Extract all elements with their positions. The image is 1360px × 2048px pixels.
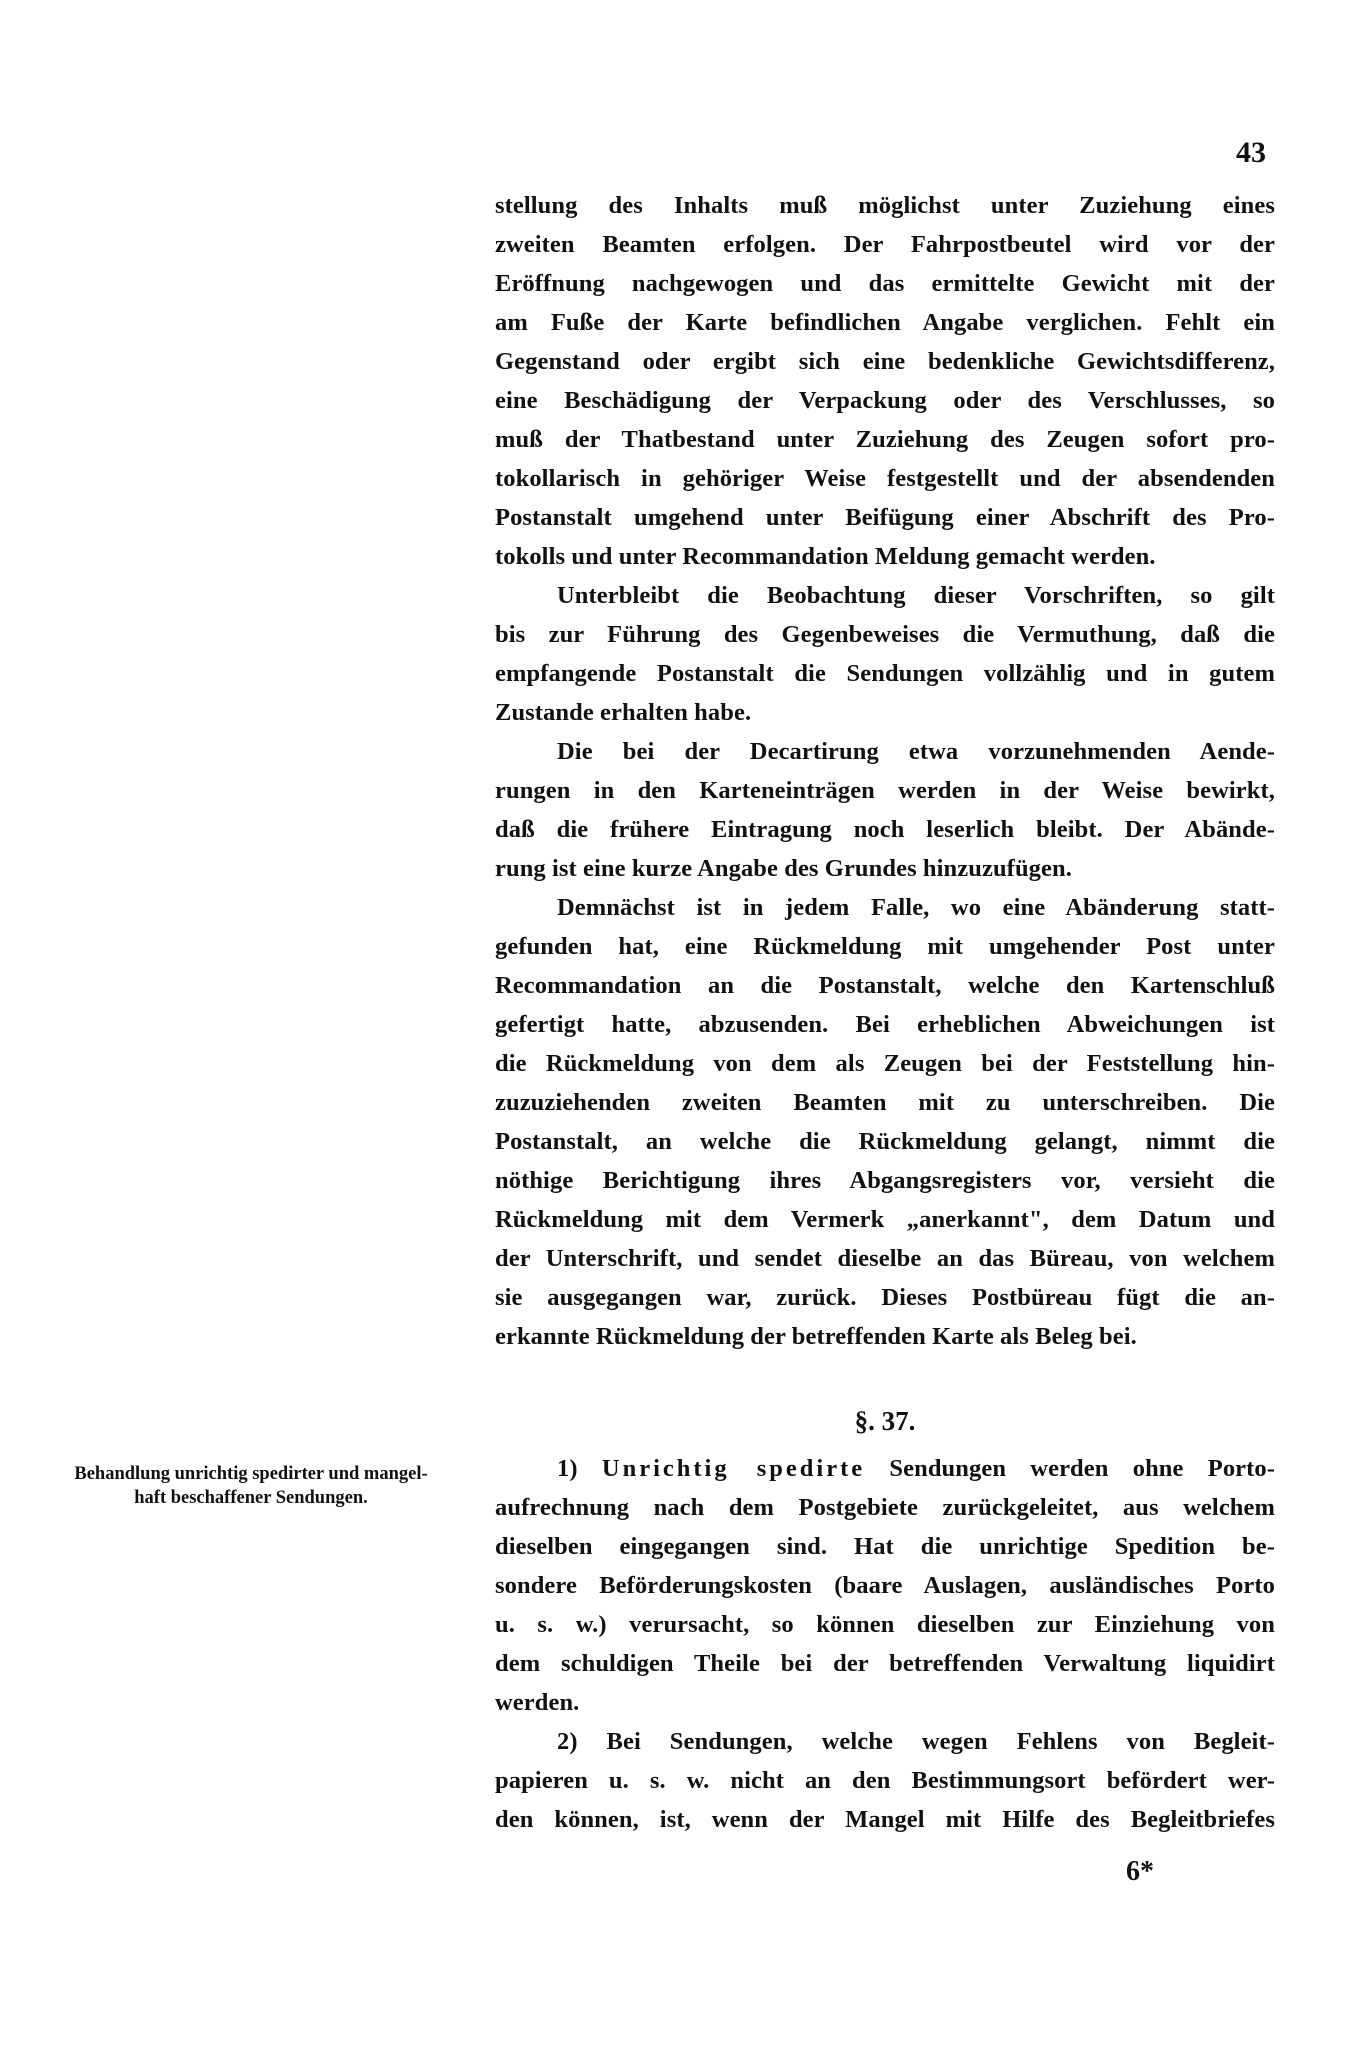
text-line: tokolls und unter Recommandation Meldung gemacht werden. — [495, 543, 1156, 570]
margin-note — [62, 1462, 440, 1510]
margin-note-line: haft beschaffener Sendungen. — [134, 1488, 368, 1508]
text-line: erkannte Rückmeldung der betreffenden Karte als Beleg bei. — [495, 1323, 1137, 1350]
text-line: tokollarisch in gehöriger Weise festgestellt und der absendenden — [495, 465, 1275, 492]
section-item-1 — [495, 1449, 1275, 1722]
paragraph-4 — [495, 888, 1275, 1356]
text-line: gefunden hat, eine Rückmeldung mit umgehender Post unter — [495, 933, 1275, 960]
text-line: daß die frühere Eintragung noch leserlich bleibt. Der Abände- — [495, 816, 1275, 843]
text-line: dem schuldigen Theile bei der betreffenden Verwaltung liquidirt — [495, 1650, 1275, 1677]
text-line: Zustande erhalten habe. — [495, 699, 752, 726]
text-line: rung ist eine kurze Angabe des Grundes hinzuzufügen. — [495, 855, 1072, 882]
emphasis-text: Unrichtig spedirte — [601, 1455, 866, 1482]
paragraph-3 — [495, 732, 1275, 888]
text-line: Postanstalt umgehend unter Beifügung einer Abschrift des Pro- — [495, 504, 1275, 531]
text-line: werden. — [495, 1689, 580, 1716]
line-rest: Sendungen werden ohne Porto- — [889, 1455, 1275, 1482]
text-line — [495, 1722, 1275, 1761]
text-line: den können, ist, wenn der Mangel mit Hilfe des Begleitbriefes — [495, 1806, 1275, 1833]
signature-mark: 6* — [1126, 1856, 1154, 1887]
text-line: Die bei der Decartirung etwa vorzunehmenden Aende- — [557, 738, 1275, 765]
section-body — [495, 1449, 1275, 1839]
item-number: 1) — [557, 1455, 578, 1482]
paragraph-2 — [495, 576, 1275, 732]
text-line: Unterbleibt die Beobachtung dieser Vorschriften, so gilt — [557, 582, 1275, 609]
text-line: papieren u. s. w. nicht an den Bestimmungsort befördert wer- — [495, 1767, 1275, 1794]
text-line: gefertigt hatte, abzusenden. Bei erheblichen Abweichungen ist — [495, 1011, 1275, 1038]
text-line: bis zur Führung des Gegenbeweises die Vermuthung, daß die — [495, 621, 1275, 648]
text-line — [495, 1449, 1275, 1488]
text-line: Eröffnung nachgewogen und das ermittelte Gewicht mit der — [495, 270, 1275, 297]
text-line: u. s. w.) verursacht, so können dieselben zur Einziehung von — [495, 1611, 1275, 1638]
text-line: muß der Thatbestand unter Zuziehung des Zeugen sofort pro- — [495, 426, 1275, 453]
body-text — [495, 186, 1275, 1356]
section-item-2 — [495, 1722, 1275, 1839]
text-line: Gegenstand oder ergibt sich eine bedenkliche Gewichtsdifferenz, — [495, 348, 1275, 375]
text-line: dieselben eingegangen sind. Hat die unrichtige Spedition be- — [495, 1533, 1275, 1560]
text-line: empfangende Postanstalt die Sendungen vollzählig und in gutem — [495, 660, 1275, 687]
text-line: zuzuziehenden zweiten Beamten mit zu unterschreiben. Die — [495, 1089, 1275, 1116]
text-line: eine Beschädigung der Verpackung oder des Verschlusses, so — [495, 387, 1275, 414]
paragraph-1 — [495, 186, 1275, 576]
text-line: zweiten Beamten erfolgen. Der Fahrpostbeutel wird vor der — [495, 231, 1275, 258]
text-line: stellung des Inhalts muß möglichst unter Zuziehung eines — [495, 192, 1275, 219]
text-line: sondere Beförderungskosten (baare Auslagen, ausländisches Porto — [495, 1572, 1275, 1599]
page-number: 43 — [1236, 136, 1266, 169]
text-line: nöthige Berichtigung ihres Abgangsregisters vor, versieht die — [495, 1167, 1275, 1194]
line-rest: Bei Sendungen, welche wegen Fehlens von Begleit- — [606, 1728, 1275, 1755]
text-line: aufrechnung nach dem Postgebiete zurückgeleitet, aus welchem — [495, 1494, 1275, 1521]
text-line: die Rückmeldung von dem als Zeugen bei der Feststellung hin- — [495, 1050, 1275, 1077]
text-line: sie ausgegangen war, zurück. Dieses Postbüreau fügt die an- — [495, 1284, 1275, 1311]
text-line: der Unterschrift, und sendet dieselbe an das Büreau, von welchem — [495, 1245, 1275, 1272]
item-number: 2) — [557, 1728, 578, 1755]
text-line: Demnächst ist in jedem Falle, wo eine Abänderung statt- — [557, 894, 1275, 921]
text-line: rungen in den Karteneinträgen werden in der Weise bewirkt, — [495, 777, 1275, 804]
text-line: Recommandation an die Postanstalt, welche den Kartenschluß — [495, 972, 1275, 999]
text-line: am Fuße der Karte befindlichen Angabe verglichen. Fehlt ein — [495, 309, 1275, 336]
text-line: Rückmeldung mit dem Vermerk „anerkannt", dem Datum und — [495, 1206, 1275, 1233]
section-heading: §. 37. — [854, 1406, 916, 1436]
text-line: Postanstalt, an welche die Rückmeldung gelangt, nimmt die — [495, 1128, 1275, 1155]
margin-note-line: Behandlung unrichtig spedirter und mangel- — [74, 1464, 428, 1484]
